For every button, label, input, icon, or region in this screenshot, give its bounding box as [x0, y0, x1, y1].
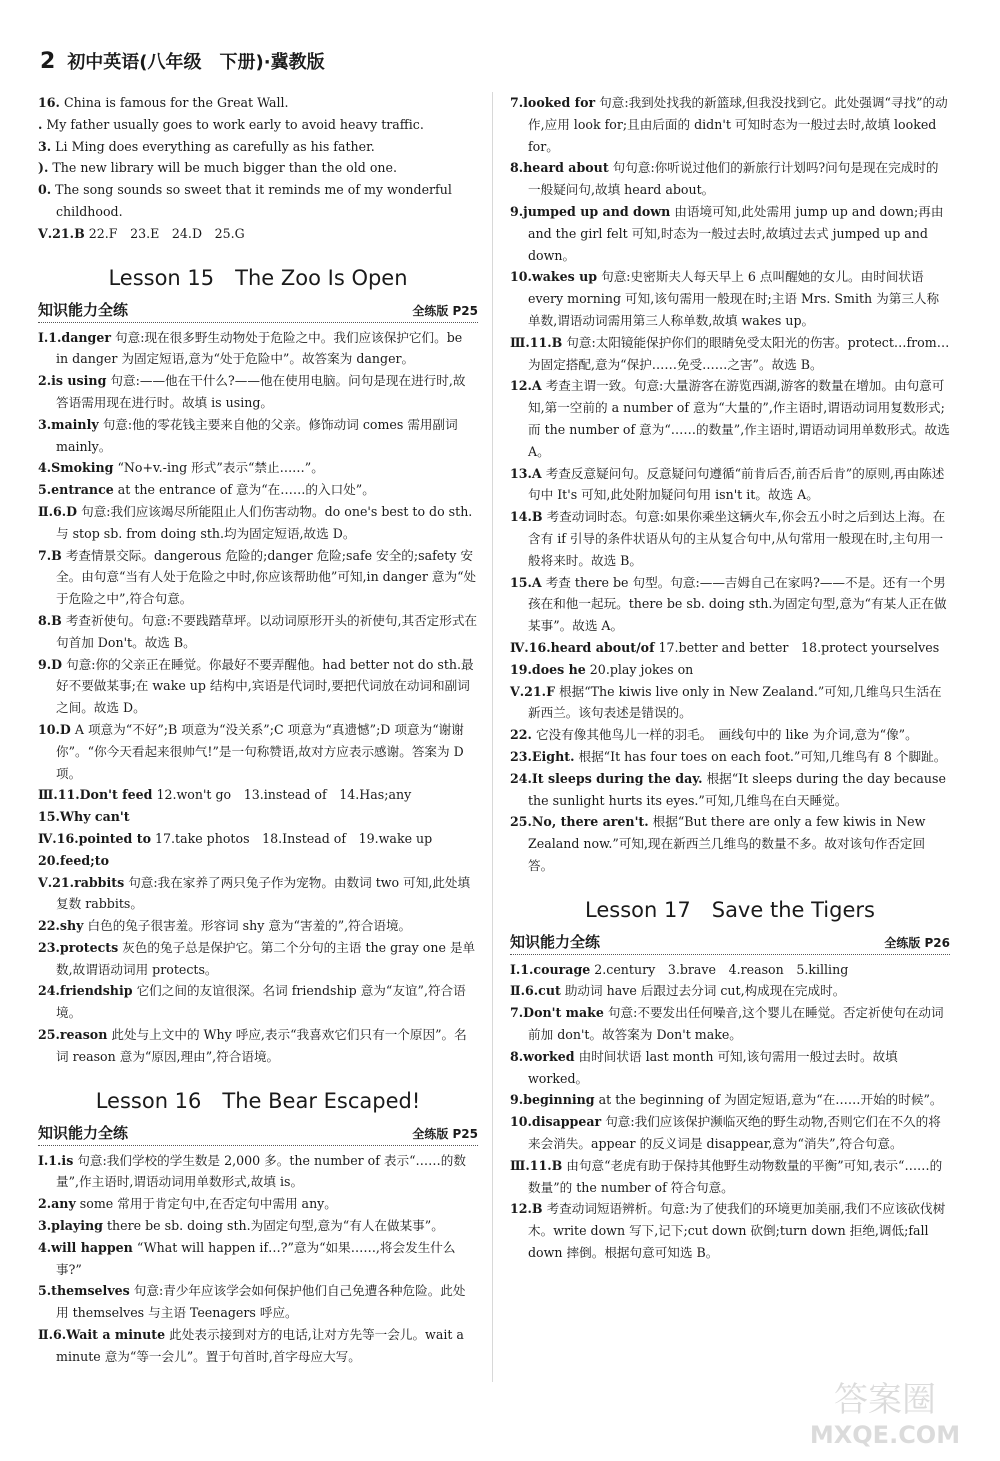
answer-explanation: China is famous for the Great Wall. — [63, 95, 289, 110]
answer-explanation: 灰色的兔子总是保护它。第二个分句的主语 the gray one 是单数,故谓语动词用 protects。 — [56, 939, 476, 977]
answer-key: 5.entrance — [38, 482, 114, 498]
answer-key: Ⅳ.16.heard about/of — [510, 639, 655, 655]
answer-key: Ⅴ.21.F — [510, 683, 556, 699]
lesson-16-answers-continued — [510, 92, 950, 877]
answer-key: 25.reason — [38, 1027, 108, 1043]
answer-explanation: at the entrance of 意为“在……的入口处”。 — [117, 482, 375, 498]
answer-entry — [38, 1280, 478, 1324]
answer-key: 3. — [38, 138, 52, 154]
answer-explanation: 由句意“老虎有助于保持其他野生动物数量的平衡”可知,表示“……的数量”的 the number of 符合句意。 — [528, 1157, 943, 1195]
answer-key: 0. — [38, 182, 52, 198]
answer-explanation: 句意:我在家养了两只兔子作为宠物。由数词 two 可知,此处填复数 rabbits。 — [56, 874, 471, 912]
answer-entry — [38, 327, 478, 371]
answer-explanation: 根据“It sleeps during the day because the sunlight hurts its eyes.”可知,几维鸟在白天睡觉。 — [528, 770, 946, 808]
section-label: 知识能力全练 — [38, 1123, 129, 1142]
answer-key: 10.D — [38, 721, 71, 737]
answer-key: 8.worked — [510, 1048, 575, 1064]
answer-key: Ⅲ.11.Don't feed — [38, 787, 153, 803]
lesson-17-title: Lesson 17 Save the Tigers — [585, 897, 875, 922]
answer-entry — [38, 980, 478, 1024]
answer-key: Ⅱ.6.Wait a minute — [38, 1327, 166, 1343]
answer-entry — [38, 223, 478, 245]
answer-explanation: 句意:我们应该保护濒临灭绝的野生动物,否则它们在不久的将来会消失。appear 的反义词是 disappear,意为“消失”,符合句意。 — [528, 1114, 941, 1152]
answer-entry — [510, 724, 950, 746]
answer-entry — [38, 654, 478, 719]
lesson-17-section-bar — [510, 931, 950, 955]
answer-key: 10.disappear — [510, 1114, 602, 1130]
answer-entry — [510, 506, 950, 571]
answer-key: 20.feed;to — [38, 852, 110, 868]
answer-key: Ⅲ.11.B — [510, 334, 563, 350]
answer-key: 10.wakes up — [510, 269, 598, 285]
answer-explanation: 17.take photos 18.Instead of 19.wake up — [154, 830, 433, 846]
answer-key: Ⅴ.21.B — [38, 225, 85, 241]
answer-entry — [38, 719, 478, 784]
answer-entry — [38, 806, 478, 828]
answer-key: 15.A — [510, 574, 542, 590]
lesson-16-answers — [38, 1150, 478, 1368]
answer-key: 13.A — [510, 465, 542, 481]
answer-entry — [38, 828, 478, 850]
answer-entry — [38, 1150, 478, 1194]
answer-key: 2.is using — [38, 373, 107, 389]
answer-explanation: My father usually goes to work early to avoid heavy traffic. — [46, 116, 424, 132]
answer-explanation: 句意:现在很多野生动物处于危险之中。我们应该保护它们。be in danger 为固定短语,意为“处于危险中”。故答案为 danger。 — [56, 329, 463, 367]
answer-explanation: 考查反意疑问句。反意疑问句遵循“前肯后否,前否后肯”的原则,再由陈述句中 It's 可知,此处附加疑问句用 isn't it。故选 A。 — [528, 465, 945, 503]
answer-key: Ⅰ.1.is — [38, 1152, 74, 1168]
answer-explanation: 根据“But there are only a few kiwis in New Zealand now.”可知,现在新西兰几维鸟的数量不多。故对该句作否定回答。 — [528, 814, 926, 873]
answer-entry — [38, 937, 478, 981]
answer-entry — [38, 1215, 478, 1237]
answer-entry — [38, 1193, 478, 1215]
answer-key: . — [38, 116, 43, 132]
right-column — [510, 92, 950, 1264]
answer-key: 19.does he — [510, 661, 586, 677]
answer-key: 7.B — [38, 547, 62, 563]
lesson-15-section-bar — [38, 299, 478, 323]
answer-entry — [510, 332, 950, 376]
answer-key: 23.Eight. — [510, 748, 575, 764]
page-header — [40, 48, 325, 76]
section-label: 知识能力全练 — [510, 932, 601, 951]
lesson-15-title: Lesson 15 The Zoo Is Open — [108, 265, 408, 290]
answer-explanation: 它没有像其他鸟儿一样的羽毛。 画线句中的 like 为介词,意为“像”。 — [535, 727, 918, 743]
answer-key: 22. — [510, 727, 532, 743]
answer-explanation: 句意:你的父亲正在睡觉。你最好不要弄醒他。had better not do sth.最好不要做某事;在 wake up 结构中,宾语是代词时,要把代词放在动词和副词之间。故选 D。 — [56, 656, 474, 716]
answer-explanation: 句意:史密斯夫人每天早上 6 点叫醒她的女儿。由时间状语 every morning 可知,该句需用一般现在时;主语 Mrs. Smith 为第三人称单数,谓语动词需用第三人称单数,故填 wakes up。 — [528, 269, 940, 328]
answer-explanation: 考查 there be 句型。句意:——吉姆自己在家吗?——不是。还有一个男孩在和他一起玩。there be sb. doing sth.为固定句型,意为“有某人正在做某事”。故选 A。 — [528, 574, 947, 634]
answer-key: 5.themselves — [38, 1283, 130, 1299]
answer-entry — [510, 746, 950, 768]
answer-entry — [38, 545, 478, 610]
answer-key: 24.It sleeps during the day. — [510, 770, 703, 786]
answer-entry — [38, 1237, 478, 1281]
answer-explanation: 20.play jokes on — [589, 661, 694, 677]
answer-explanation: 白色的兔子很害羞。形容词 shy 意为“害羞的”,符合语境。 — [87, 918, 412, 934]
answer-key: 8.heard about — [510, 160, 609, 176]
answer-entry — [38, 92, 478, 114]
answer-key: 9.beginning — [510, 1092, 595, 1108]
section-label: 知识能力全练 — [38, 300, 129, 319]
answer-key: 23.protects — [38, 939, 119, 955]
answer-key: 14.B — [510, 509, 543, 525]
answer-explanation: 考查主谓一致。句意:大量游客在游览西湖,游客的数量在增加。由句意可知,第一空前的 a number of 意为“大量的”,作主语时,谓语动词用复数形式;而 the number of 意为“……的数量”,作主语时,谓语动词用单数形式。故选 A。 — [528, 378, 950, 459]
answer-entry — [510, 768, 950, 812]
answer-entry — [38, 157, 478, 179]
answer-explanation: 句意:太阳镜能保护你们的眼睛免受太阳光的伤害。protect…from…为固定搭配,意为“保护……免受……之害”。故选 B。 — [528, 334, 950, 372]
answer-key: Ⅴ.21.rabbits — [38, 874, 125, 890]
answer-key: Ⅱ.6.D — [38, 503, 78, 519]
watermark-text: 答案圈 — [834, 1380, 936, 1420]
watermark-url: MXQE.COM — [809, 1421, 961, 1449]
answer-entry — [38, 136, 478, 158]
answer-explanation: 12.won't go 13.instead of 14.Has;any — [156, 787, 412, 803]
answer-entry — [510, 1002, 950, 1046]
answer-explanation: The song sounds so sweet that it reminds me of my wonderful childhood. — [55, 182, 452, 219]
answer-explanation: 根据“The kiwis live only in New Zealand.”可知,几维鸟只生活在新西兰。该句表述是错误的。 — [528, 683, 942, 721]
section-page-ref: 全练版 P25 — [412, 303, 478, 318]
answer-key: 8.B — [38, 612, 62, 628]
answer-key: 12.A — [510, 378, 542, 394]
answer-explanation: “No+v.-ing 形式”表示“禁止……”。 — [117, 460, 324, 476]
answer-key: 3.mainly — [38, 416, 99, 432]
answer-explanation: 句意:青少年应该学会如何保护他们自己免遭各种危险。此处用 themselves 与主语 Teenagers 呼应。 — [56, 1283, 466, 1321]
answer-key: 12.B — [510, 1201, 543, 1217]
answer-explanation: 考查动词短语辨析。句意:为了使我们的环境更加美丽,我们不应该砍伐树木。write down 写下,记下;cut down 砍倒;turn down 拒绝,调低;fall down 摔倒。根据句意可知选 B。 — [528, 1201, 946, 1261]
answer-explanation: Li Ming does everything as carefully as his father. — [55, 138, 375, 154]
answer-key: 16. — [38, 95, 60, 110]
answer-entry — [38, 915, 478, 937]
answer-key: 2.any — [38, 1196, 76, 1212]
section-page-ref: 全练版 P25 — [412, 1126, 478, 1141]
answer-explanation: 它们之间的友谊很深。名词 friendship 意为“友谊”,符合语境。 — [56, 983, 466, 1021]
answer-explanation: 根据“It has four toes on each foot.”可知,几维鸟有 8 个脚趾。 — [578, 748, 947, 764]
column-divider — [492, 92, 493, 1382]
answer-entry — [510, 463, 950, 507]
answer-entry — [510, 980, 950, 1002]
left-column — [38, 92, 478, 1368]
answer-explanation: 此处表示接到对方的电话,让对方先等一会儿。wait a minute 意为“等一会儿”。置于句首时,首字母应大写。 — [56, 1327, 464, 1364]
answer-key: 4.will happen — [38, 1239, 133, 1255]
answer-key: 25.No, there aren't. — [510, 814, 649, 830]
answer-entry — [38, 370, 478, 414]
answer-entry — [510, 1046, 950, 1090]
answer-explanation: 助动词 have 后跟过去分词 cut,构成现在完成时。 — [564, 983, 846, 999]
answer-explanation: 句意:我们应该竭尽所能阻止人们伤害动物。do one's best to do sth.与 stop sb. from doing sth.均为固定短语,故选 D。 — [56, 503, 473, 541]
watermark-logo — [790, 1371, 980, 1451]
answer-explanation: “What will happen if…?”意为“如果……,将会发生什么事?” — [56, 1239, 456, 1277]
answer-key: 9.D — [38, 656, 63, 672]
answer-explanation: 考查动词时态。句意:如果你乘坐这辆火车,你会五小时之后到达上海。在含有 if 引导的条件状语从句的主从复合句中,从句常用一般现在时,主句用一般将来时。故选 B。 — [528, 509, 946, 568]
answer-entry — [510, 1155, 950, 1199]
answer-entry — [510, 811, 950, 876]
answer-key: 3.playing — [38, 1218, 103, 1234]
answer-entry — [510, 1198, 950, 1263]
answer-explanation: 由时间状语 last month 可知,该句需用一般过去时。故填 worked。 — [528, 1048, 898, 1086]
answer-entry — [510, 1111, 950, 1155]
answer-explanation: 17.better and better 18.protect yourselves — [658, 639, 940, 655]
answer-entry — [38, 1024, 478, 1068]
answer-key: Ⅰ.1.courage — [510, 961, 591, 977]
answer-entry — [38, 872, 478, 916]
answer-entry — [510, 659, 950, 681]
answer-entry — [510, 92, 950, 157]
answer-entry — [510, 201, 950, 266]
answer-key: 7.Don't make — [510, 1005, 604, 1021]
answer-key: 9.jumped up and down — [510, 203, 671, 219]
section-page-ref: 全练版 P26 — [884, 935, 950, 950]
answer-explanation: 考查祈使句。句意:不要践踏草坪。以动词原形开头的祈使句,其否定形式在句首加 Don't。故选 B。 — [56, 612, 478, 650]
answer-key: 22.shy — [38, 918, 84, 934]
answer-entry — [38, 457, 478, 479]
answer-explanation: some 常用于肯定句中,在否定句中需用 any。 — [79, 1196, 337, 1212]
answer-explanation: 2.century 3.brave 4.reason 5.killing — [594, 961, 849, 977]
lesson-16-section-bar — [38, 1122, 478, 1146]
answer-explanation: The new library will be much bigger than the old one. — [52, 160, 397, 176]
answer-explanation: A 项意为“不好”;B 项意为“没关系”;C 项意为“真遗憾”;D 项意为“谢谢你”。“你今天看起来很帅气!”是一句称赞语,故对方应表示感谢。答案为 D 项。 — [56, 721, 464, 781]
answer-entry — [510, 637, 950, 659]
answer-explanation: 句意:我到处找我的新篮球,但我没找到它。此处强调“寻找”的动作,应用 look for;且由后面的 didn't 可知时态为一般过去时,故填 looked for。 — [528, 95, 948, 154]
answer-explanation: 句意:他的零花钱主要来自他的父亲。修饰动词 comes 需用副词 mainly。 — [56, 416, 458, 454]
answer-explanation: 由语境可知,此处需用 jump up and down;再由 and the girl felt 可知,时态为一般过去时,故填过去式 jumped up and down。 — [528, 203, 944, 263]
answer-entry — [38, 501, 478, 545]
answer-entry — [38, 414, 478, 458]
answer-key: 4.Smoking — [38, 460, 114, 476]
answer-entry — [510, 266, 950, 331]
book-title: 初中英语(八年级 下册)·冀教版 — [67, 52, 325, 73]
answer-explanation: 句意:不要发出任何噪音,这个婴儿在睡觉。否定祈使句在动词前加 don't。故答案为 Don't make。 — [528, 1005, 944, 1043]
answer-key: Ⅲ.11.B — [510, 1157, 563, 1173]
answer-key: Ⅰ.1.danger — [38, 329, 111, 345]
answer-key: 15.Why can't — [38, 809, 130, 825]
answer-entry — [38, 1324, 478, 1368]
answer-entry — [510, 157, 950, 201]
answer-key: Ⅳ.16.pointed to — [38, 830, 151, 846]
answer-entry — [510, 572, 950, 637]
answer-explanation: 此处与上文中的 Why 呼应,表示“我喜欢它们只有一个原因”。名词 reason 意为“原因,理由”,符合语境。 — [56, 1027, 467, 1064]
answer-key: 7.looked for — [510, 95, 596, 110]
lesson-17-answers — [510, 959, 950, 1264]
answer-entry — [38, 784, 478, 806]
answer-key: ). — [38, 160, 49, 176]
answer-explanation: 22.F 23.E 24.D 25.G — [88, 225, 245, 241]
answer-key: 24.friendship — [38, 983, 133, 999]
answer-entry — [510, 375, 950, 462]
answer-explanation: 句意:——他在干什么?——他在使用电脑。问句是现在进行时,故答语需用现在进行时。故填 is using。 — [56, 373, 466, 410]
answer-entry — [38, 610, 478, 654]
answer-entry — [38, 850, 478, 872]
answer-explanation: 句意:我们学校的学生数是 2,000 多。the number of 表示“……的数量”,作主语时,谓语动词用单数形式,故填 is。 — [56, 1152, 466, 1190]
answer-explanation: 考查情景交际。dangerous 危险的;danger 危险;safe 安全的;safety 安全。由句意“当有人处于危险之中时,你应该帮助他”可知,in danger 意为“处于危险之中”,符合句意。 — [56, 547, 477, 607]
answer-entry — [510, 959, 950, 981]
answer-entry — [38, 114, 478, 136]
answer-entry — [510, 681, 950, 725]
answer-explanation: there be sb. doing sth.为固定句型,意为“有人在做某事”。 — [106, 1218, 444, 1234]
lesson-16-title: Lesson 16 The Bear Escaped! — [95, 1088, 421, 1113]
answer-entry — [510, 1089, 950, 1111]
answer-explanation: 句句意:你听说过他们的新旅行计划吗?问句是现在完成时的一般疑问句,故填 heard about。 — [528, 160, 939, 198]
answer-entry — [38, 479, 478, 501]
page-number: 2 — [40, 49, 56, 74]
answer-entry — [38, 179, 478, 223]
answer-key: Ⅱ.6.cut — [510, 983, 561, 999]
answer-explanation: at the beginning of 为固定短语,意为“在……开始的时候”。 — [598, 1092, 943, 1108]
previous-answers — [38, 92, 478, 245]
lesson-15-answers — [38, 327, 478, 1068]
